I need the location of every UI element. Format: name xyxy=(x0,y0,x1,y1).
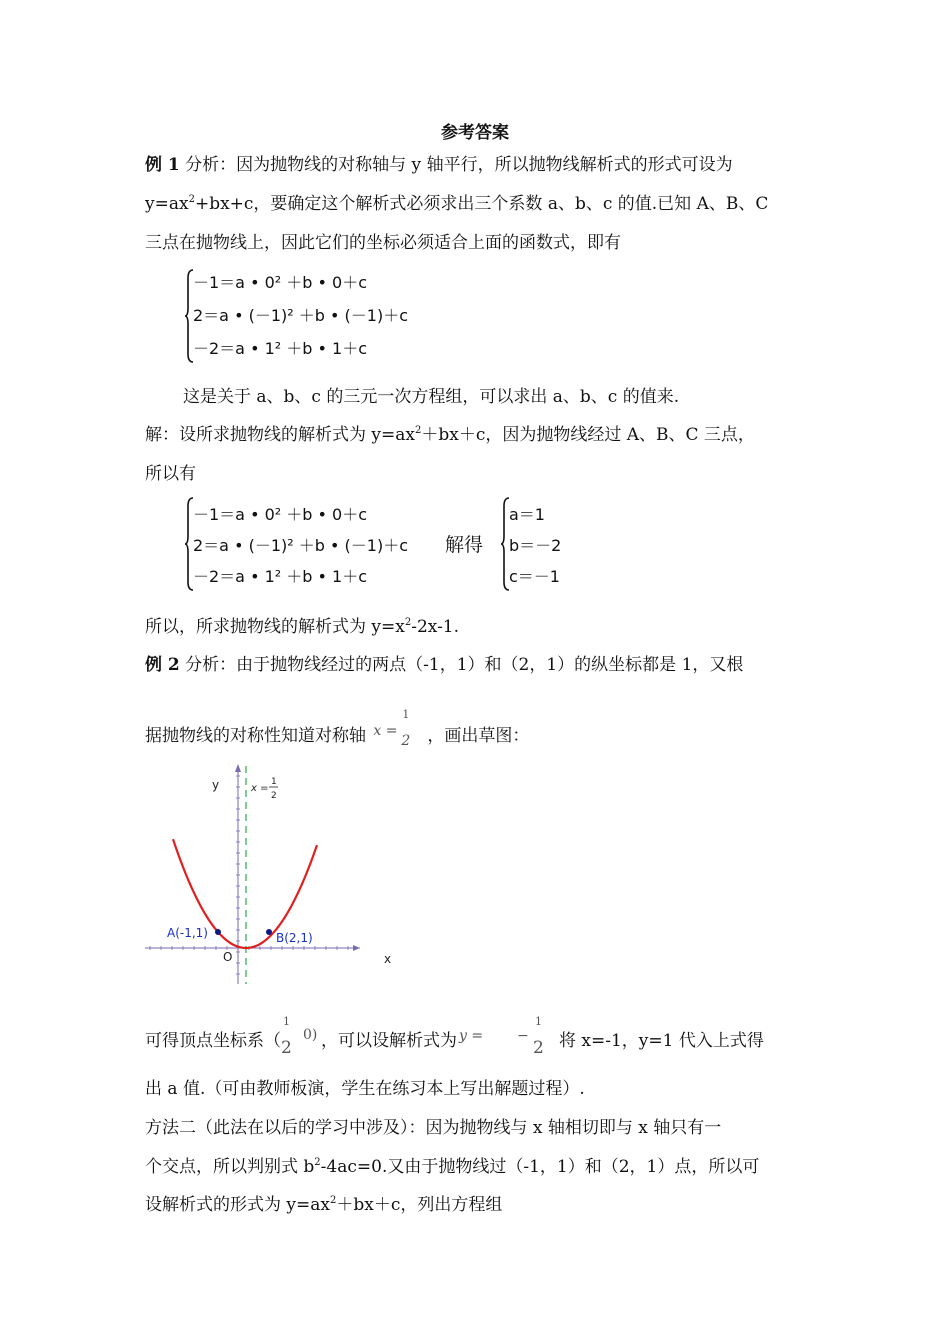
ex2-line-7: 设解析式的形式为 $y=ax^2+bx+c$，列出方程组 xyxy=(145,1195,503,1215)
equation-system-1 xyxy=(185,268,485,364)
axis-ticks xyxy=(150,776,348,974)
solution-row: c＝－1 xyxy=(509,567,560,586)
solution-row: a＝1 xyxy=(509,505,545,524)
x-axis-arrow xyxy=(353,945,360,951)
symmetry-axis-numerator: 1 xyxy=(271,777,277,787)
solution-row: b＝－2 xyxy=(509,536,562,555)
ex1-label: 例 1 xyxy=(145,155,180,175)
y-axis-arrow xyxy=(235,764,241,772)
equation-row: 2＝a • (－1)² ＋b • (－1)＋c xyxy=(193,306,408,325)
ex1-line-1: 例 1 分析：因为抛物线的对称轴与 y 轴平行，所以抛物线解析式的形式可设为 xyxy=(145,155,733,175)
symmetry-axis-label: x = xyxy=(251,783,269,794)
axis-formula: x = 1 2 xyxy=(373,708,411,749)
equation-system-2 xyxy=(185,496,585,592)
point-b-label: B(2,1) xyxy=(276,931,313,945)
point-a-marker xyxy=(215,929,221,935)
ex1-solution-line-2: 所以有 xyxy=(145,464,196,484)
point-a-label: A(-1,1) xyxy=(167,926,208,940)
ex1-result-line: 所以，所求抛物线的解析式为 $y=x^2-2x-1$. xyxy=(145,617,460,637)
equation-row: －2＝a • 1² ＋b • 1＋c xyxy=(193,567,368,586)
symmetry-axis-denominator: 2 xyxy=(271,791,277,801)
ex2-label: 例 2 xyxy=(145,655,180,675)
ex1-solution-line: 解：设所求抛物线的解析式为 $y=ax^2+bx+c$，因为抛物线经过 A、B、C 三点， xyxy=(145,425,755,445)
vertex-fraction: 1 2 0) xyxy=(281,1015,318,1058)
ex1-line-2: $y=ax^2+bx+c$，要确定这个解析式必须求出三个系数 a、b、c 的值.已知 A、B、C xyxy=(145,194,769,214)
ex2-line-1: 例 2 分析：由于抛物线经过的两点（-1，1）和（2，1）的纵坐标都是 1，又根 xyxy=(145,655,744,675)
ex2-line-4: 出 a 值.（可由教师板演，学生在练习本上写出解题过程）. xyxy=(145,1079,585,1099)
equation-row: －1＝a • 0² ＋b • 0＋c xyxy=(193,273,368,292)
ex1-line-3: 三点在抛物线上，因此它们的坐标必须适合上面的函数式，即有 xyxy=(145,233,621,253)
vertex-form: y = − 1 2 xyxy=(459,1015,544,1058)
x-axis-label: x xyxy=(384,952,392,966)
equation-row: －1＝a • 0² ＋b • 0＋c xyxy=(193,505,368,524)
parabola-graph xyxy=(140,762,410,992)
origin-label: O xyxy=(223,950,233,964)
equation-row: 2＝a • (－1)² ＋b • (－1)＋c xyxy=(193,536,408,555)
equation-row: －2＝a • 1² ＋b • 1＋c xyxy=(193,339,368,358)
ex2-line-3: 可得顶点坐标系（ 1 2 0) ，可以设解析式为 y = − 1 2 将 x=-1，y=1 代入上式得 xyxy=(145,1015,764,1058)
y-axis-label: y xyxy=(212,778,220,792)
solve-word: 解得 xyxy=(445,534,484,556)
ex2-line-2: 据抛物线的对称性知道对称轴 x = 1 2 ，画出草图： xyxy=(145,708,530,749)
point-b-marker xyxy=(266,929,272,935)
ex1-line-4: 这是关于 a、b、c 的三元一次方程组，可以求出 a、b、c 的值来. xyxy=(183,387,680,407)
page-title: 参考答案 xyxy=(441,123,509,143)
ex2-line-6: 个交点，所以判别式 $b^2-4ac=0$.又由于抛物线过（-1，1）和（2，1）点，所以可 xyxy=(145,1157,760,1177)
ex2-line-5: 方法二（此法在以后的学习中涉及）：因为抛物线与 x 轴相切即与 x 轴只有一 xyxy=(145,1118,722,1138)
